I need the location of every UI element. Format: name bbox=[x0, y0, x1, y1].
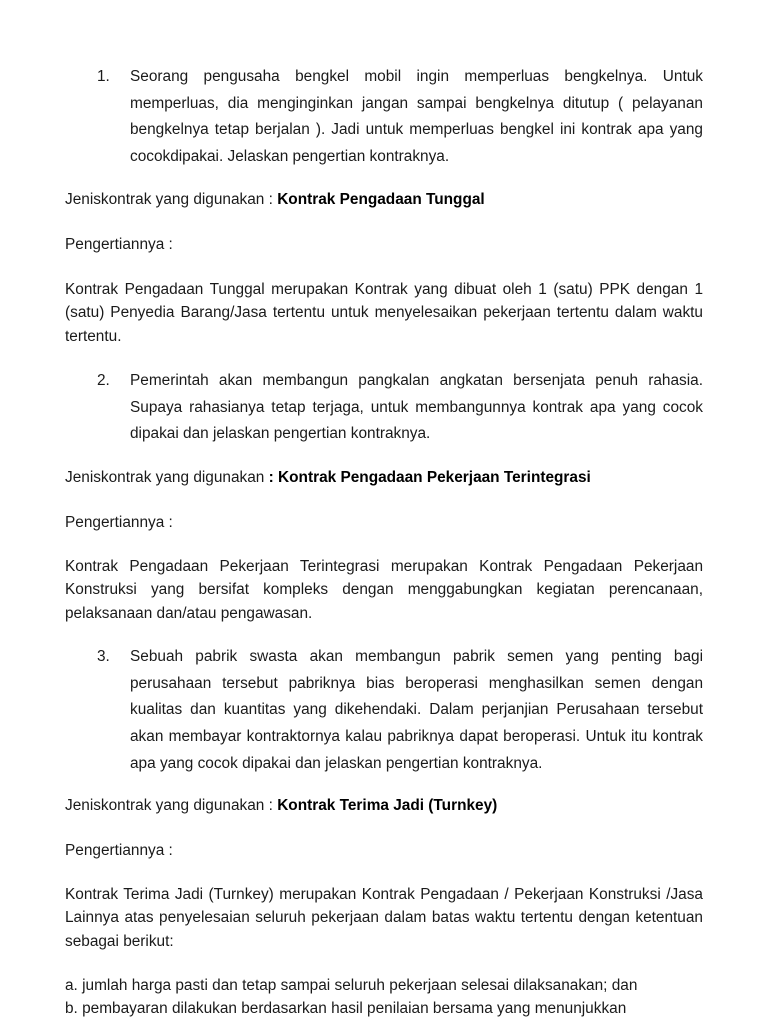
definition-text-1: Kontrak Pengadaan Tunggal merupakan Kontrak yang dibuat oleh 1 (satu) PPK dengan 1 (satu) Penyedia Barang/Jasa tertentu untuk menyelesaikan pekerjaan tertentu dalam waktu tertentu. bbox=[65, 281, 703, 345]
answer-line-2 bbox=[65, 466, 703, 489]
definition-label-3: Pengertiannya : bbox=[65, 842, 173, 859]
definition-text-3: Kontrak Terima Jadi (Turnkey) merupakan Kontrak Pengadaan / Pekerjaan Konstruksi /Jasa Lainnya atas penyelesaian seluruh pekerjaan dalam batas waktu tertentu dengan ketentuan sebagai berikut: bbox=[65, 886, 703, 950]
question-text: Seorang pengusaha bengkel mobil ingin memperluas bengkelnya. Untuk memperluas, dia menginginkan jangan sampai bengkelnya ditutup ( pelayanan bengkelnya tetap berjalan ). Jadi untuk memperluas bengkel ini kontrak apa yang cocokdipakai. Jelaskan pengertian kontraknya. bbox=[130, 68, 703, 166]
definition-text-2: Kontrak Pengadaan Pekerjaan Terintegrasi merupakan Kontrak Pengadaan Pekerjaan Konstruksi yang bersifat kompleks dengan menggabungkan kegiatan perencanaan, pelaksanaan dan/atau pengawasan. bbox=[65, 558, 703, 622]
answer-prefix: Jeniskontrak yang digunakan : bbox=[65, 797, 278, 814]
question-text: Pemerintah akan membangun pangkalan angkatan bersenjata penuh rahasia. Supaya rahasianya tetap terjaga, untuk membangunnya kontrak apa yang cocok dipakai dan jelaskan pengertian kontraknya. bbox=[130, 372, 703, 443]
answer-contract-type: Kontrak Pengadaan Tunggal bbox=[277, 191, 485, 208]
definition-label-1: Pengertiannya : bbox=[65, 236, 173, 253]
question-2 bbox=[97, 368, 703, 448]
answer-line-1 bbox=[65, 188, 703, 211]
answer-prefix: Jeniskontrak yang digunakan : bbox=[65, 191, 278, 208]
condition-a: a. jumlah harga pasti dan tetap sampai seluruh pekerjaan selesai dilaksanakan; dan bbox=[65, 977, 638, 994]
definition-label-2: Pengertiannya : bbox=[65, 514, 173, 531]
question-number: 2. bbox=[97, 372, 110, 389]
question-1 bbox=[97, 64, 703, 171]
answer-contract-type: : Kontrak Pengadaan Pekerjaan Terintegrasi bbox=[268, 469, 591, 486]
question-number: 3. bbox=[97, 648, 110, 665]
answer-contract-type: Kontrak Terima Jadi (Turnkey) bbox=[277, 797, 498, 814]
condition-b: b. pembayaran dilakukan berdasarkan hasil penilaian bersama yang menunjukkan bbox=[65, 1000, 627, 1017]
question-text: Sebuah pabrik swasta akan membangun pabrik semen yang penting bagi perusahaan tersebut pabriknya bias beroperasi menghasilkan semen dengan kualitas dan kuantitas yang dikehendaki. Dalam perjanjian Perusahaan tersebut akan membayar kontraktornya kalau pabriknya dapat beroperasi. Untuk itu kontrak apa yang cocok dipakai dan jelaskan pengertian kontraknya. bbox=[130, 648, 703, 772]
question-number: 1. bbox=[97, 68, 110, 85]
question-3 bbox=[97, 644, 703, 778]
answer-line-3 bbox=[65, 794, 703, 817]
answer-prefix: Jeniskontrak yang digunakan bbox=[65, 469, 269, 486]
